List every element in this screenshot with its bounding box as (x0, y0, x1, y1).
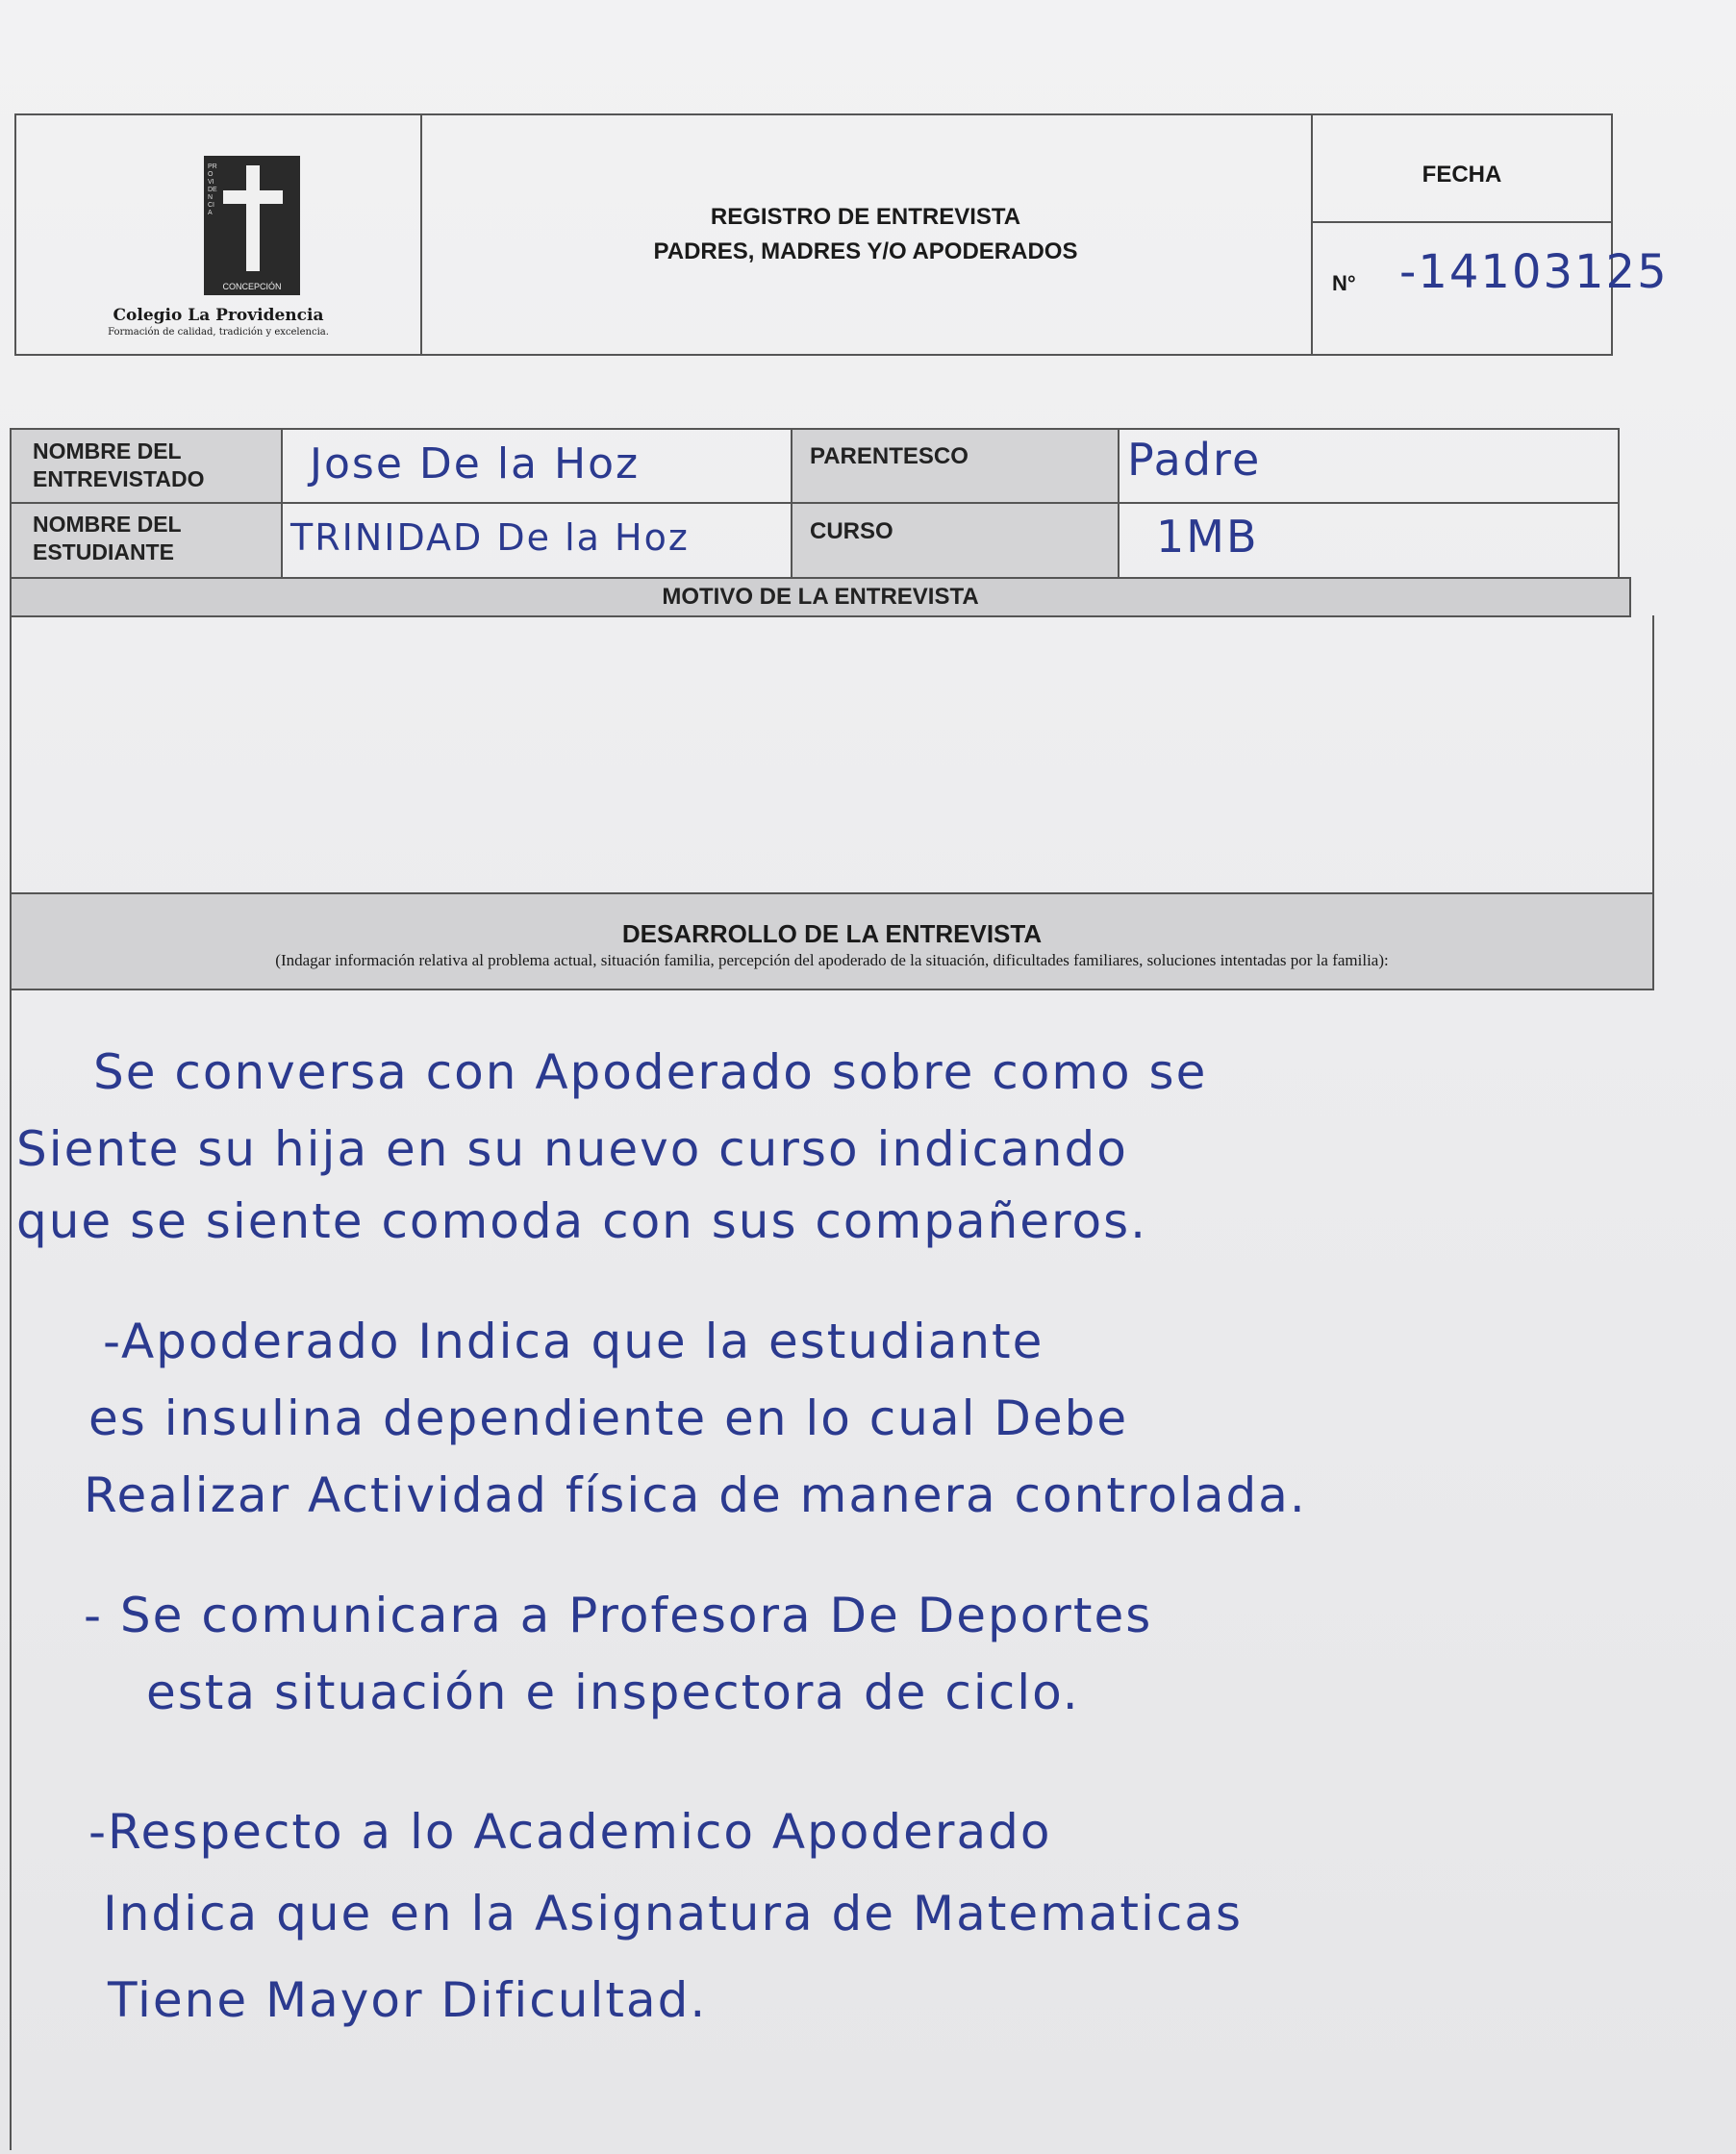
cross-icon (246, 165, 260, 271)
handwritten-line: Realizar Actividad física de manera controlada. (84, 1467, 1307, 1523)
cross-icon-bar (223, 190, 283, 204)
handwritten-line: Tiene Mayor Dificultad. (108, 1972, 708, 2028)
handwritten-line: que se siente comoda con sus compañeros. (16, 1193, 1148, 1249)
date-cell (1313, 115, 1669, 354)
parentesco-value: Padre (1127, 434, 1262, 486)
entrevistado-label-line2: ENTREVISTADO (33, 466, 205, 491)
handwritten-line: es insulina dependiente en lo cual Debe (88, 1390, 1129, 1446)
handwritten-line: -Respecto a lo Academico Apoderado (88, 1804, 1052, 1860)
logo-bottom-text: CONCEPCIÓN (222, 282, 282, 291)
fecha-row (1313, 115, 1611, 223)
motivo-header (10, 577, 1631, 617)
desarrollo-title: DESARROLLO DE LA ENTREVISTA (621, 919, 1043, 948)
estudiante-label-line2: ESTUDIANTE (33, 539, 174, 564)
curso-label: CURSO (810, 518, 893, 544)
estudiante-label (33, 511, 182, 566)
parentesco-label: PARENTESCO (810, 443, 969, 469)
handwritten-line: esta situación e inspectora de ciclo. (146, 1665, 1080, 1720)
curso-value: 1MB (1156, 511, 1259, 563)
number-label: N° (1332, 271, 1356, 295)
header-box (14, 113, 1669, 356)
school-logo (204, 156, 300, 295)
form-title-line2: PADRES, MADRES Y/O APODERADOS (653, 238, 1078, 264)
handwritten-line: Se conversa con Apoderado sobre como se (93, 1044, 1208, 1100)
handwritten-line: Siente su hija en su nuevo curso indicando (16, 1121, 1128, 1177)
handwritten-line: -Apoderado Indica que la estudiante (103, 1314, 1044, 1369)
desarrollo-area (10, 987, 1723, 2150)
handwritten-line: - Se comunicara a Profesora De Deportes (84, 1588, 1153, 1643)
fecha-label: FECHA (1422, 162, 1502, 188)
school-name: Colegio La Providencia (113, 306, 324, 325)
logo-cell (16, 115, 422, 354)
motivo-area (10, 615, 1654, 894)
number-value: -14103125 (1399, 245, 1669, 299)
motivo-title: MOTIVO DE LA ENTREVISTA (662, 584, 979, 610)
entrevistado-label (33, 438, 204, 493)
estudiante-label-line1: NOMBRE DEL (33, 512, 182, 537)
school-motto: Formación de calidad, tradición y excelencia. (108, 327, 329, 338)
logo-side-text: PROVIDENCIA (208, 163, 217, 216)
entrevistado-label-line1: NOMBRE DEL (33, 438, 182, 463)
handwritten-line: Indica que en la Asignatura de Matematicas (103, 1886, 1244, 1941)
entrevistado-value: Jose De la Hoz (310, 439, 641, 488)
info-table (10, 428, 1620, 581)
desarrollo-subtitle: (Indagar información relativa al problema actual, situación familia, percepción del apoderado de la situación, dificultades familiares, soluciones intentadas por la familia): (275, 951, 1389, 969)
form-title-line1: REGISTRO DE ENTREVISTA (710, 204, 1021, 230)
title-cell (420, 115, 1313, 354)
estudiante-value: TRINIDAD De la Hoz (290, 516, 690, 559)
desarrollo-header (10, 892, 1654, 990)
